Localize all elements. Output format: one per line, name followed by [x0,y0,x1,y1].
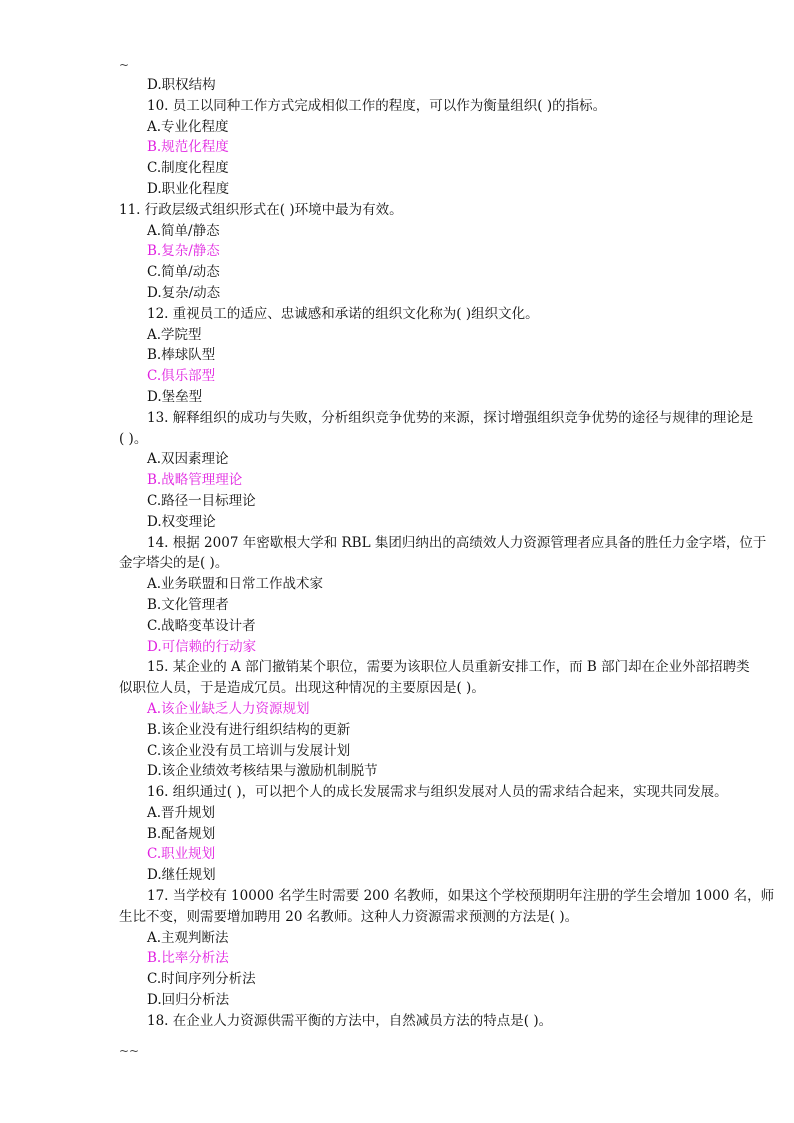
answer-option-highlighted: D.可信赖的行动家 [147,638,257,655]
question-text: 14. 根据 2007 年密歇根大学和 RBL 集团归纳出的高绩效人力资源管理者应具备的胜任力金字塔，位于 [147,534,767,551]
answer-option: C.简单/动态 [147,264,220,281]
answer-option: D.回归分析法 [147,992,230,1009]
answer-option: A.简单/静态 [147,222,220,239]
question-continuation: 似职位人员，于是造成冗员。出现这种情况的主要原因是( )。 [119,680,485,697]
question-continuation: 金字塔尖的是( )。 [119,555,229,572]
answer-option-highlighted: A.该企业缺乏人力资源规划 [147,700,310,717]
answer-option: B.该企业没有进行组织结构的更新 [147,721,351,738]
answer-option: D.继任规划 [147,867,216,884]
answer-option: C.路径一目标理论 [147,492,256,509]
question-text: 11. 行政层级式组织形式在( )环境中最为有效。 [119,201,403,218]
answer-option: D.职权结构 [147,77,216,93]
answer-option: C.战略变革设计者 [147,617,256,634]
question-continuation: 生比不变，则需要增加聘用 20 名教师。这种人力资源需求预测的方法是( )。 [119,908,579,925]
answer-option: C.制度化程度 [147,160,229,177]
answer-option: A.晋升规划 [147,804,216,821]
answer-option-highlighted: B.比率分析法 [147,950,229,967]
answer-option: A.业务联盟和日常工作战术家 [147,576,324,593]
answer-option: B.文化管理者 [147,596,229,613]
question-text: 17. 当学校有 10000 名学生时需要 200 名教师，如果这个学校预期明年注册的学生会增加 1000 名，师 [147,888,775,905]
question-text: 13. 解释组织的成功与失败，分析组织竞争优势的来源，探讨增强组织竞争优势的途径与规律的理论是 [147,409,754,426]
question-list [0,75,794,1032]
answer-option: A.双因素理论 [147,451,229,468]
answer-option-highlighted: B.战略管理理论 [147,472,243,489]
answer-option: A.学院型 [147,326,202,343]
question-text: 12. 重视员工的适应、忠诚感和承诺的组织文化称为( )组织文化。 [147,305,539,322]
answer-option: B.棒球队型 [147,347,216,364]
footer-mark: ~~ [119,1044,140,1058]
question-text: 16. 组织通过( )，可以把个人的成长发展需求与组织发展对人员的需求结合起来，实现共同发展。 [147,784,728,801]
answer-option: C.时间序列分析法 [147,971,256,988]
question-text: 15. 某企业的 A 部门撤销某个职位，需要为该职位人员重新安排工作，而 B 部门却在企业外部招聘类 [147,659,750,676]
question-continuation: ( )。 [119,430,148,447]
answer-option: D.复杂/动态 [147,284,221,301]
answer-option: D.堡垒型 [147,388,203,405]
question-text: 18. 在企业人力资源供需平衡的方法中，自然减员方法的特点是( )。 [147,1012,553,1029]
answer-option-highlighted: C.职业规划 [147,846,216,863]
answer-option: D.职业化程度 [147,180,230,197]
answer-option-highlighted: C.俱乐部型 [147,368,216,385]
answer-option: D.该企业绩效考核结果与激励机制脱节 [147,763,378,780]
answer-option: A.专业化程度 [147,118,229,135]
answer-option-highlighted: B.规范化程度 [147,139,229,156]
header-mark: ~ [119,58,130,72]
answer-option: B.配备规划 [147,825,216,842]
answer-option: A.主观判断法 [147,929,229,946]
answer-option: D.权变理论 [147,513,216,530]
answer-option: C.该企业没有员工培训与发展计划 [147,742,351,759]
question-text: 10. 员工以同种工作方式完成相似工作的程度，可以作为衡量组织( )的指标。 [147,97,607,114]
answer-option-highlighted: B.复杂/静态 [147,243,220,260]
